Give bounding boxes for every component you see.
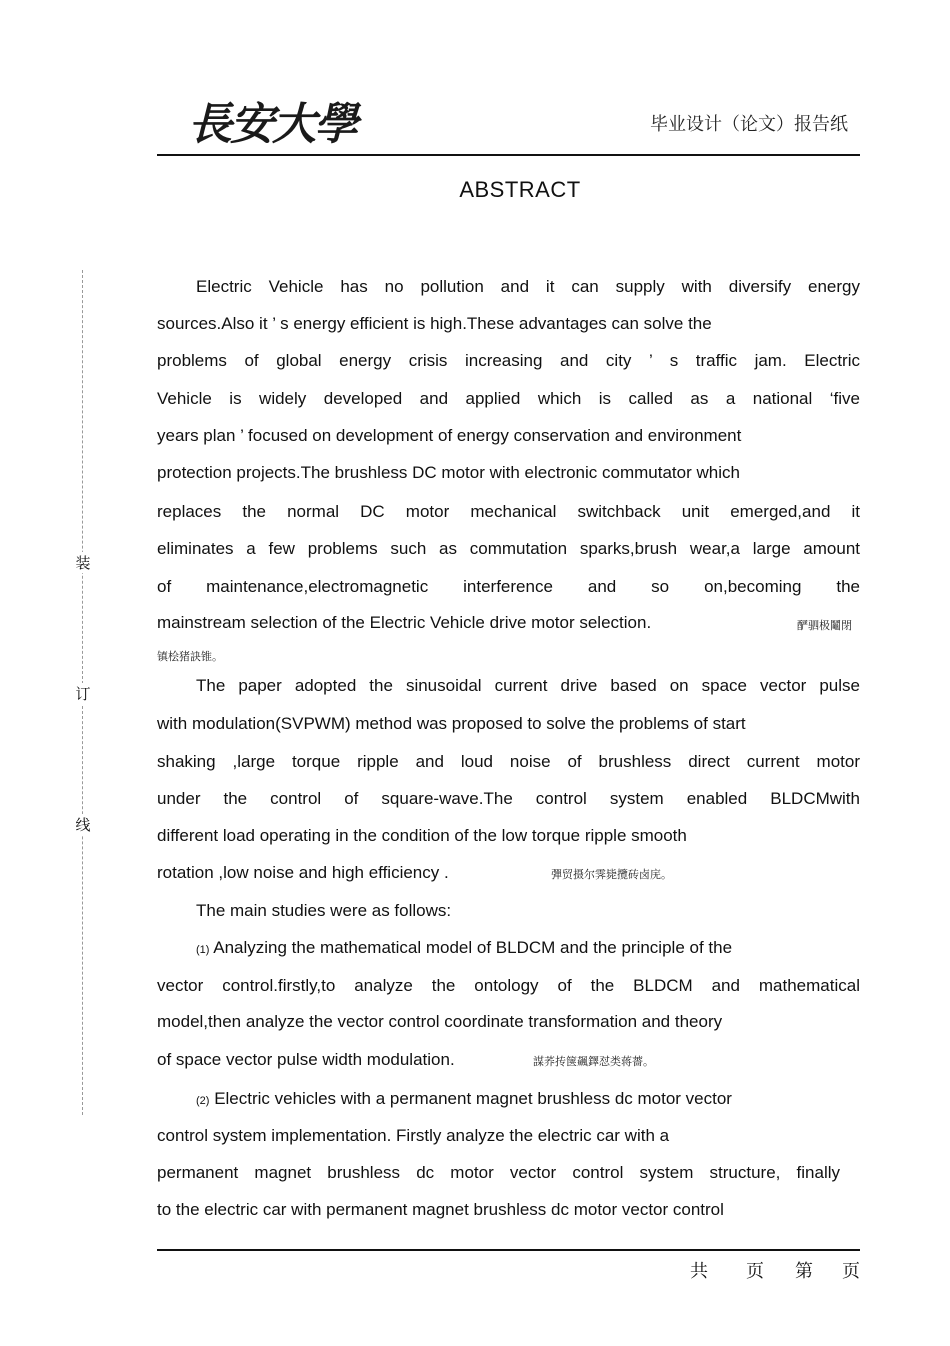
abstract-line: shaking ,large torque ripple and loud noise of brushless direct current motor	[157, 752, 860, 771]
binding-char-ding: 订	[75, 685, 91, 703]
footer-page-label: 页	[746, 1261, 764, 1282]
binding-char-zhuang: 装	[75, 554, 91, 572]
garbled-tag: 彈贸摄尔霁毙攬砖卤庑。	[551, 868, 672, 881]
footer-total-label: 共	[690, 1261, 708, 1282]
list-item-text: Electric vehicles with a permanent magnet brushless dc motor vector	[214, 1089, 732, 1108]
abstract-line: different load operating in the condition of the low torque ripple smooth	[157, 826, 687, 845]
abstract-line: replaces the normal DC motor mechanical switchback unit emerged,and it	[157, 502, 860, 521]
footer-page-label: 页	[842, 1261, 860, 1282]
abstract-line: of maintenance,electromagnetic interference and so on,becoming the	[157, 577, 860, 596]
abstract-line: mainstream selection of the Electric Vehicle drive motor selection.	[157, 613, 652, 632]
abstract-line: permanent magnet brushless dc motor vector control system structure, finally	[157, 1163, 840, 1182]
abstract-line: Electric Vehicle has no pollution and it can supply with diversify energy	[196, 277, 860, 296]
abstract-line: eliminates a few problems such as commutation sparks,brush wear,a large amount	[157, 539, 860, 558]
footer-rule	[157, 1249, 860, 1251]
abstract-line: sources.Also it ’ s energy efficient is high.These advantages can solve the	[157, 314, 712, 333]
list-marker: (2)	[196, 1095, 210, 1107]
garbled-tag: 镇桧猪訣锥。	[157, 650, 223, 663]
binding-char-xian: 线	[75, 816, 91, 834]
list-marker: (1)	[196, 944, 210, 956]
document-type-label: 毕业设计（论文）报告纸	[650, 114, 848, 135]
abstract-line: rotation ,low noise and high efficiency .	[157, 863, 449, 882]
abstract-line: vector control.firstly,to analyze the ontology of the BLDCM and mathematical	[157, 976, 860, 995]
abstract-line: under the control of square-wave.The control system enabled BLDCMwith	[157, 789, 860, 808]
header-rule	[157, 154, 860, 156]
abstract-line: protection projects.The brushless DC motor with electronic commutator which	[157, 463, 740, 482]
abstract-line: of space vector pulse width modulation.	[157, 1050, 455, 1069]
abstract-line: The main studies were as follows:	[196, 901, 452, 920]
list-item	[196, 937, 860, 961]
garbled-tag: 酽驷极鬮閉	[797, 619, 852, 632]
abstract-line: problems of global energy crisis increasing and city ’ s traffic jam. Electric	[157, 351, 860, 370]
abstract-line: model,then analyze the vector control coordinate transformation and theory	[157, 1012, 723, 1031]
footer-current-label: 第	[795, 1261, 813, 1282]
list-item	[196, 1088, 860, 1112]
abstract-line: years plan ’ focused on development of energy conservation and environment	[157, 426, 742, 445]
abstract-line: control system implementation. Firstly analyze the electric car with a	[157, 1126, 670, 1145]
abstract-line: Vehicle is widely developed and applied which is called as a national ‘five	[157, 389, 860, 408]
university-logo: 長安大學	[188, 99, 356, 150]
garbled-tag: 謀荞抟箧飆鐸怼类蒋薔。	[533, 1055, 654, 1068]
abstract-line: with modulation(SVPWM) method was proposed to solve the problems of start	[157, 714, 746, 733]
page-title: ABSTRACT	[459, 177, 581, 202]
list-item-text: Analyzing the mathematical model of BLDCM and the principle of the	[213, 938, 733, 957]
abstract-line: The paper adopted the sinusoidal current drive based on space vector pulse	[196, 676, 860, 695]
abstract-line: to the electric car with permanent magnet brushless dc motor vector control	[157, 1200, 724, 1219]
